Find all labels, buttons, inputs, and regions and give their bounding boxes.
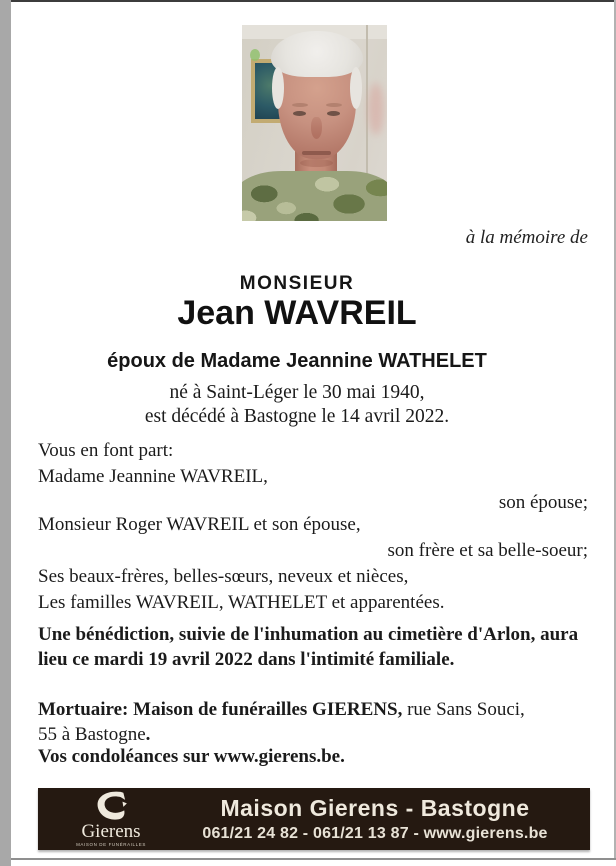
mourner-line: Ses beaux-frères, belles-sœurs, neveux et nièces, bbox=[38, 566, 409, 587]
gierens-logo-block bbox=[38, 791, 170, 848]
mortuary-period: . bbox=[145, 724, 151, 745]
gierens-logo-caption: MAISON DE FUNÉRAILLES bbox=[76, 841, 146, 847]
funeral-home-banner bbox=[38, 788, 590, 850]
page-top-border bbox=[11, 0, 616, 2]
banner-text-block bbox=[170, 795, 590, 843]
banner-title: Maison Gierens - Bastogne bbox=[220, 795, 530, 821]
photo-right-brow bbox=[326, 103, 342, 107]
photo-background-smudge bbox=[368, 83, 384, 135]
memoriam-line: à la mémoire de bbox=[465, 227, 588, 248]
photo-left-brow bbox=[292, 103, 308, 107]
mortuary-address: rue Sans Souci, 55 à Bastogne bbox=[38, 699, 525, 745]
ceremony-notice: Une bénédiction, suivie de l'inhumation au cimetière d'Arlon, aura lieu ce mardi 19 avril 2022 dans l'intimité familiale. bbox=[38, 624, 579, 670]
gierens-logo-name: Gierens bbox=[81, 820, 141, 842]
mourner-line: Les familles WAVREIL, WATHELET et apparentées. bbox=[38, 592, 445, 613]
mourner-relation: son épouse; bbox=[498, 492, 588, 513]
banner-contact-line: 061/21 24 82 - 061/21 13 87 - www.gierens.be bbox=[202, 825, 548, 842]
photo-chin-shadow bbox=[300, 159, 333, 167]
photo-hair-right bbox=[350, 67, 362, 109]
photo-white-hair bbox=[271, 31, 363, 77]
mourner-line: Madame Jeannine WAVREIL, bbox=[38, 466, 268, 487]
deceased-name: Jean WAVREIL bbox=[177, 294, 417, 332]
mortuary-label: Mortuaire: Maison de funérailles GIERENS, bbox=[38, 699, 403, 720]
photo-mouth bbox=[302, 151, 331, 155]
photo-nose bbox=[311, 117, 322, 139]
condolences-line: Vos condoléances sur www.gierens.be. bbox=[38, 746, 345, 767]
photo-camo-shirt bbox=[242, 171, 387, 221]
announcement-intro: Vous en font part: bbox=[38, 440, 174, 461]
photo-hair-left bbox=[272, 67, 284, 109]
page-bottom-edge bbox=[11, 858, 616, 860]
mourner-line: Monsieur Roger WAVREIL et son épouse, bbox=[38, 514, 361, 535]
spouse-line: époux de Madame Jeannine WATHELET bbox=[107, 350, 487, 372]
death-line: est décédé à Bastogne le 14 avril 2022. bbox=[144, 406, 450, 427]
photo-left-eye bbox=[293, 111, 306, 116]
mourner-relation: son frère et sa belle-soeur; bbox=[387, 540, 588, 561]
gierens-logo-icon bbox=[93, 791, 129, 821]
photo-frame-detail bbox=[250, 49, 260, 61]
title-prefix: MONSIEUR bbox=[239, 273, 355, 294]
deceased-portrait-photo bbox=[242, 25, 387, 221]
mortuary-info bbox=[38, 697, 538, 747]
photo-right-eye bbox=[327, 111, 340, 116]
birth-line: né à Saint-Léger le 30 mai 1940, bbox=[169, 382, 425, 403]
left-gutter bbox=[0, 0, 11, 866]
